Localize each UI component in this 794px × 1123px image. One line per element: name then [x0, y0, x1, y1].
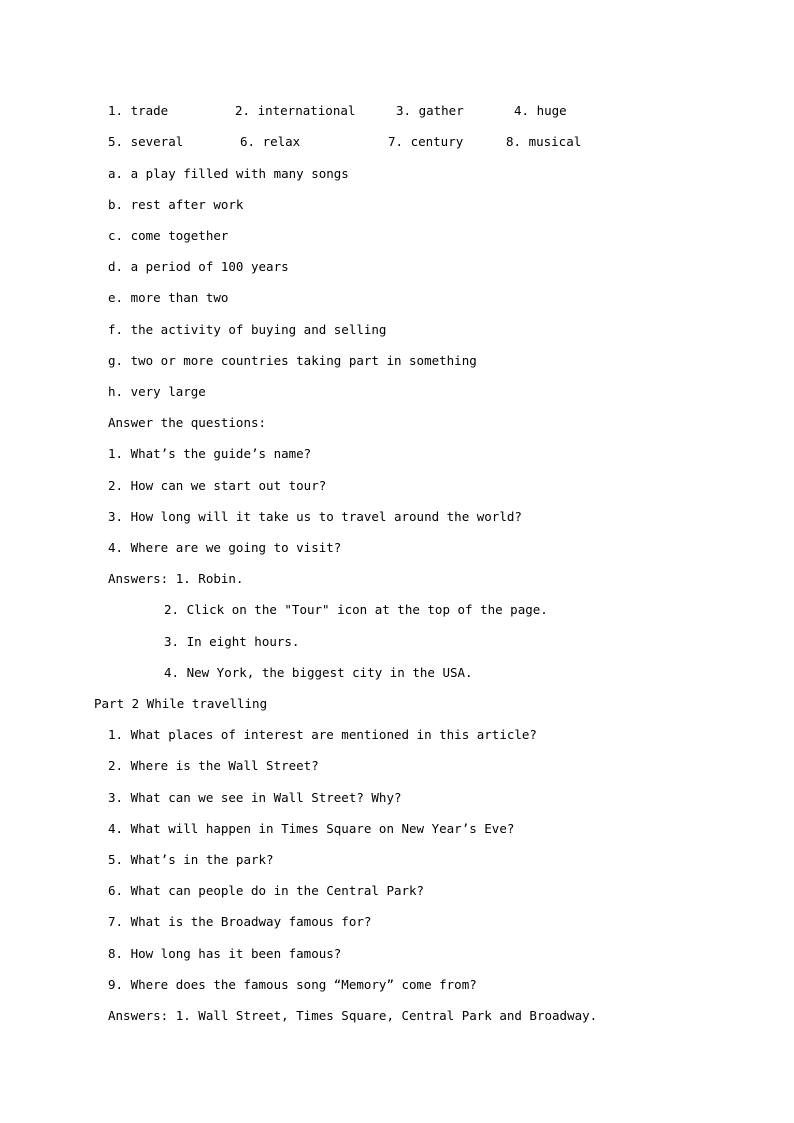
definition-line: f. the activity of buying and selling [108, 322, 387, 337]
part-heading: Part 2 While travelling [94, 696, 268, 711]
answer-line: 4. New York, the biggest city in the USA. [164, 665, 473, 680]
question-line: 8. How long has it been famous? [108, 946, 342, 961]
question-line: 6. What can people do in the Central Park? [108, 883, 425, 898]
answer-line: 2. Click on the "Tour" icon at the top of the page. [164, 602, 548, 617]
question-line: 2. How can we start out tour? [108, 478, 327, 493]
vocab-word: 5. several [108, 134, 184, 149]
question-line: 3. How long will it take us to travel around the world? [108, 509, 522, 524]
question-line: 4. Where are we going to visit? [108, 540, 342, 555]
definition-line: c. come together [108, 228, 229, 243]
answer-line: 3. In eight hours. [164, 634, 300, 649]
question-line: 5. What’s in the park? [108, 852, 274, 867]
vocab-word: 8. musical [506, 134, 582, 149]
question-line: 1. What places of interest are mentioned in this article? [108, 727, 537, 742]
question-line: 2. Where is the Wall Street? [108, 758, 319, 773]
question-line: 9. Where does the famous song “Memory” come from? [108, 977, 477, 992]
question-line: 4. What will happen in Times Square on New Year’s Eve? [108, 821, 515, 836]
vocab-word: 2. international [235, 103, 356, 118]
vocab-word: 6. relax [240, 134, 301, 149]
definition-line: a. a play filled with many songs [108, 166, 349, 181]
question-line: 3. What can we see in Wall Street? Why? [108, 790, 402, 805]
answers-line: Answers: 1. Robin. [108, 571, 244, 586]
vocab-word: 3. gather [396, 103, 464, 118]
vocab-word: 7. century [388, 134, 464, 149]
definition-line: e. more than two [108, 290, 229, 305]
definition-line: d. a period of 100 years [108, 259, 289, 274]
vocab-word: 1. trade [108, 103, 169, 118]
definition-line: g. two or more countries taking part in something [108, 353, 477, 368]
definition-line: b. rest after work [108, 197, 244, 212]
vocab-word: 4. huge [514, 103, 567, 118]
answers-line: Answers: 1. Wall Street, Times Square, Central Park and Broadway. [108, 1008, 598, 1023]
question-line: 7. What is the Broadway famous for? [108, 914, 372, 929]
section-heading: Answer the questions: [108, 415, 267, 430]
definition-line: h. very large [108, 384, 206, 399]
question-line: 1. What’s the guide’s name? [108, 446, 312, 461]
